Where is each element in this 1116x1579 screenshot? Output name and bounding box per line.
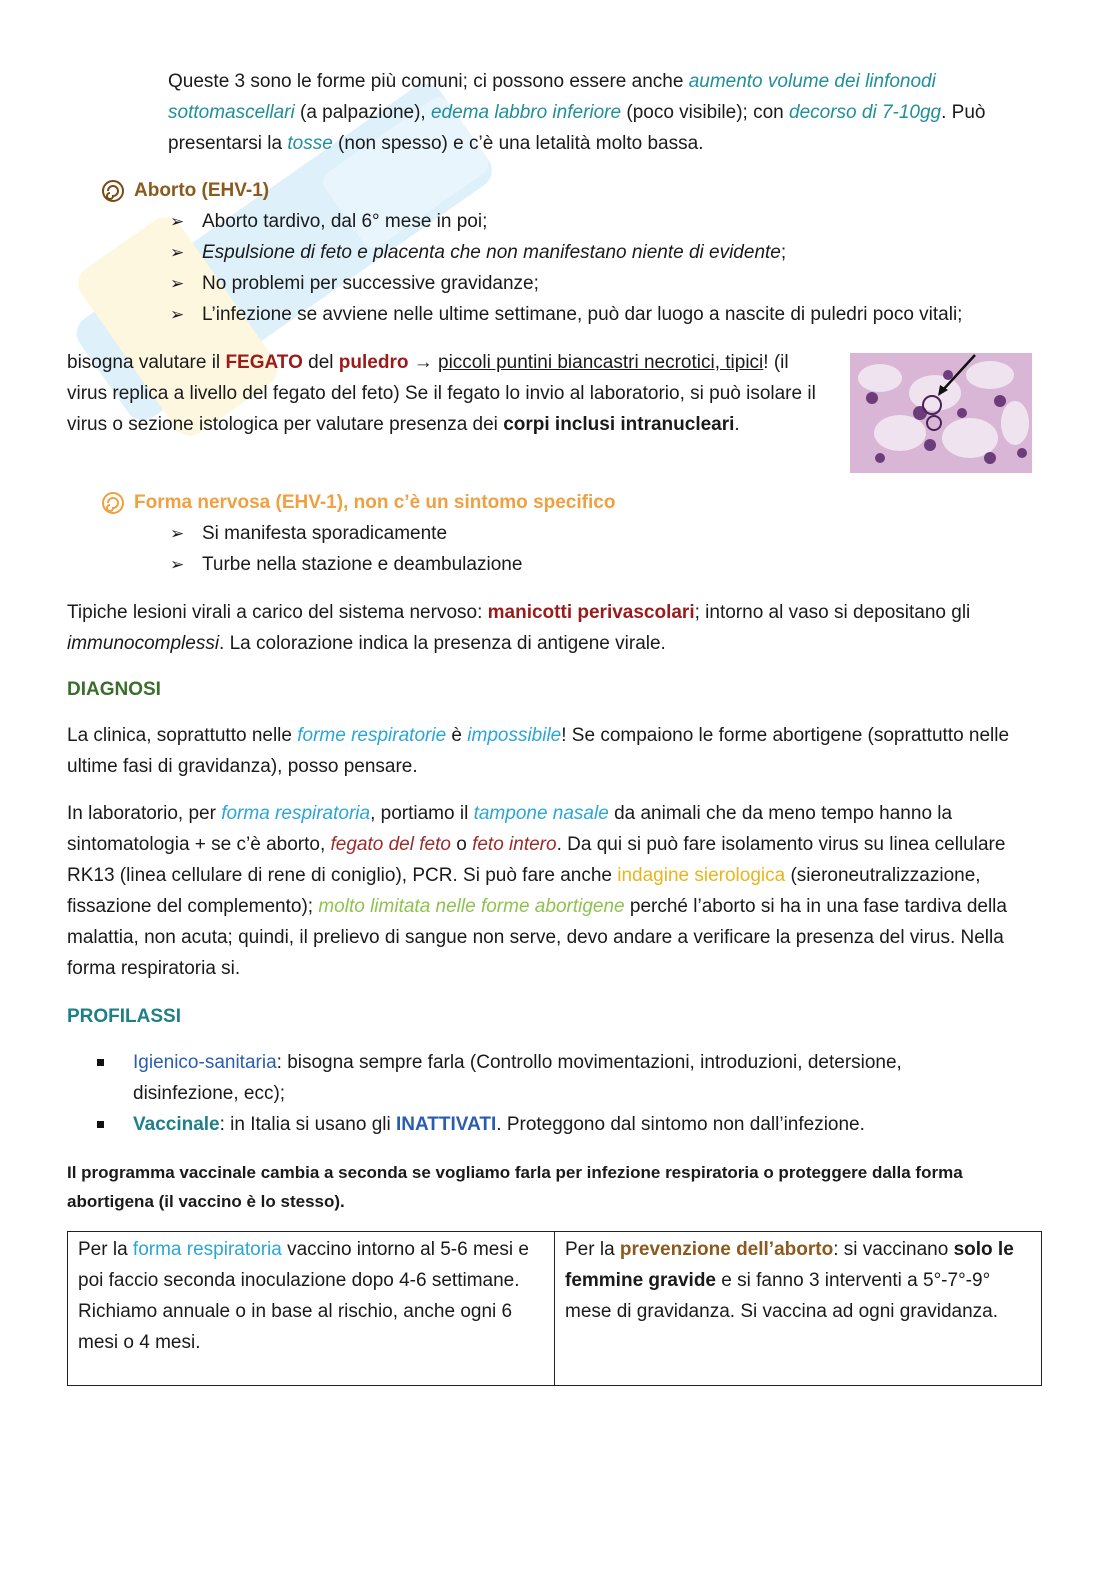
vaccine-table: [67, 1231, 1042, 1386]
arrow-bullet-icon: ➢: [170, 524, 185, 543]
arrow-bullet-icon: ➢: [170, 305, 185, 324]
spiral-bullet-icon: [102, 492, 124, 514]
list-item: ➢ Espulsione di feto e placenta che non manifestano niente di evidente;: [170, 237, 1050, 268]
section-nervosa-heading: Forma nervosa (EHV-1), non c’è un sintomo specifico: [102, 487, 615, 518]
aborto-list: [170, 206, 1050, 330]
vaccine-program-note: Il programma vaccinale cambia a seconda se vogliamo farla per infezione respiratoria o proteggere dalla forma abortigena (il vaccino è lo stesso).: [67, 1163, 963, 1211]
section-aborto-heading: Aborto (EHV-1): [102, 175, 269, 206]
arrow-bullet-icon: ➢: [170, 212, 185, 231]
list-item: ➢ L’infezione se avviene nelle ultime settimane, può dar luogo a nascite di puledri poco vitali;: [170, 299, 1050, 330]
histology-image: [850, 353, 1032, 473]
list-item: Vaccinale: in Italia si usano gli INATTIVATI. Proteggono dal sintomo non dall’infezione.: [67, 1109, 1007, 1140]
square-bullet-icon: [67, 1109, 133, 1128]
square-bullet-icon: [67, 1047, 133, 1066]
profilassi-heading: PROFILASSI: [67, 1006, 182, 1027]
nervosa-list: [170, 518, 1050, 580]
diagnosi-heading: DIAGNOSI: [67, 679, 161, 700]
table-cell-aborto: Per la prevenzione dell’aborto: si vaccinano solo le femmine gravide e si fanno 3 interventi a 5°-7°-9° mese di gravidanza. Si vaccina ad ogni gravidanza.: [555, 1232, 1042, 1386]
spiral-bullet-icon: [102, 180, 124, 202]
list-item: ➢ Aborto tardivo, dal 6° mese in poi;: [170, 206, 1050, 237]
table-cell-respiratoria: Per la forma respiratoria vaccino intorno al 5-6 mesi e poi faccio seconda inoculazione dopo 4-6 settimane. Richiamo annuale o in base al rischio, anche ogni 6 mesi o 4 mesi.: [68, 1232, 555, 1386]
profilassi-list: [67, 1047, 1007, 1140]
intro-paragraph: Queste 3 sono le forme più comuni; ci possono essere anche aumento volume dei linfonodi sottomascellari (a palpazione), edema labbro inferiore (poco visibile); con decorso di 7-10gg. Può presentarsi la tosse (non spesso) e c’è una letalità molto bassa.: [168, 71, 986, 154]
fegato-paragraph: bisogna valutare il FEGATO del puledro → piccoli puntini biancastri necrotici, tipici! (il virus replica a livello del fegato del feto) Se il fegato lo invio al laboratorio, si può isolare il virus o sezione istologica per valutare presenza dei corpi inclusi intranucleari.: [67, 352, 816, 435]
list-item: Igienico-sanitaria: bisogna sempre farla (Controllo movimentazioni, introduzioni, detersione, disinfezione, ecc);: [67, 1047, 1007, 1109]
list-item: ➢ Si manifesta sporadicamente: [170, 518, 1050, 549]
lesioni-paragraph: Tipiche lesioni virali a carico del sistema nervoso: manicotti perivascolari; intorno al vaso si depositano gli immunocomplessi. La colorazione indica la presenza di antigene virale.: [67, 602, 971, 654]
table-row: [68, 1232, 1042, 1386]
arrow-bullet-icon: ➢: [170, 243, 185, 262]
list-item: ➢ No problemi per successive gravidanze;: [170, 268, 1050, 299]
list-item: ➢ Turbe nella stazione e deambulazione: [170, 549, 1050, 580]
diagnosi-paragraph-1: La clinica, soprattutto nelle forme respiratorie è impossibile! Se compaiono le forme abortigene (soprattutto nelle ultime fasi di gravidanza), posso pensare.: [67, 725, 1010, 777]
diagnosi-paragraph-2: In laboratorio, per forma respiratoria, portiamo il tampone nasale da animali che da meno tempo hanno la sintomatologia + se c’è aborto, fegato del feto o feto intero. Da qui si può fare isolamento virus su linea cellulare RK13 (linea cellulare di rene di coniglio), PCR. Si può fare anche indagine sierologica (sieroneutralizzazione, fissazione del complemento); molto limitata nelle forme abortigene perché l’aborto si ha in una fase tardiva della malattia, non acuta; quindi, il prelievo di sangue non serve, devo andare a verificare la presenza del virus. Nella forma respiratoria si.: [67, 803, 1007, 979]
arrow-bullet-icon: ➢: [170, 555, 185, 574]
arrow-bullet-icon: ➢: [170, 274, 185, 293]
